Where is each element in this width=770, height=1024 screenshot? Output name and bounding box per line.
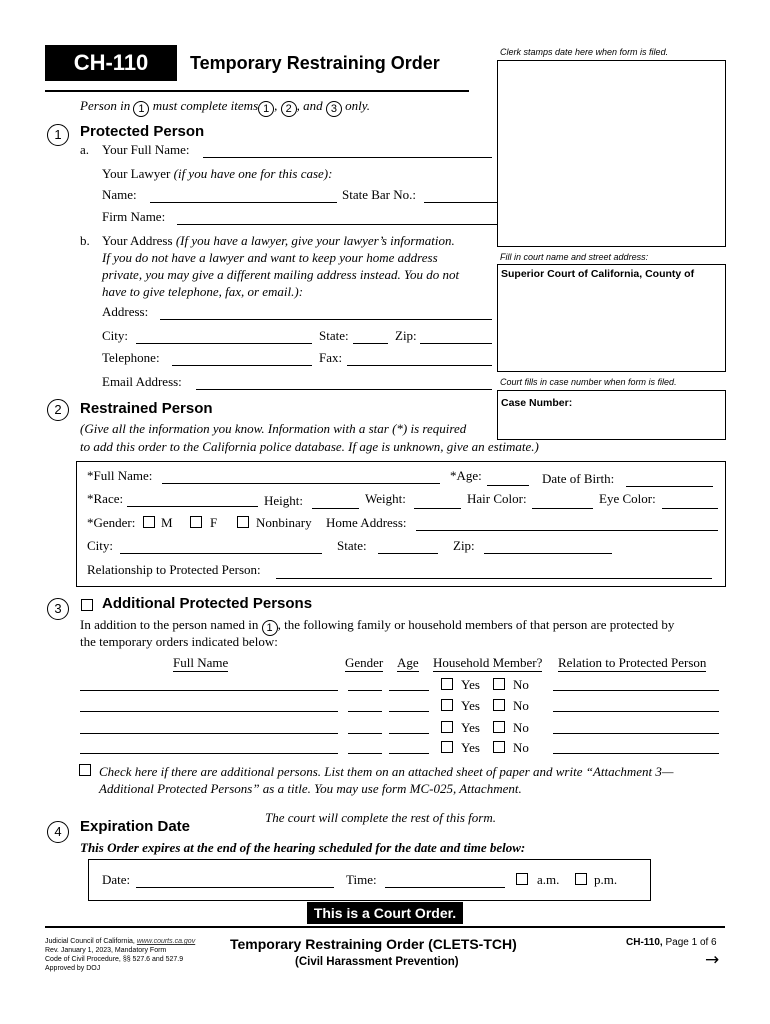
person-relation-field[interactable] xyxy=(553,711,719,712)
telephone-field[interactable] xyxy=(172,365,312,366)
household-no-checkbox[interactable] xyxy=(493,678,505,690)
case-number-note: Court fills in case number when form is filed. xyxy=(500,377,677,387)
household-no-label: No xyxy=(513,698,529,713)
rp-full-name-field[interactable] xyxy=(162,483,440,484)
email-label: Email Address: xyxy=(102,374,182,389)
footer-page-number: Page 1 of 6 xyxy=(665,937,717,948)
state-bar-field[interactable] xyxy=(424,202,497,203)
rp-dob-field[interactable] xyxy=(626,486,713,487)
court-name-label: Superior Court of California, County of xyxy=(501,268,695,280)
rp-race-label: *Race: xyxy=(87,491,124,506)
rp-zip-field[interactable] xyxy=(484,553,612,554)
lawyer-label: Your Lawyer (if you have one for this case): xyxy=(102,166,333,181)
telephone-label: Telephone: xyxy=(102,350,160,365)
person-gender-field[interactable] xyxy=(348,711,382,712)
footer-page-info xyxy=(626,937,717,948)
section-2-hint-2: to add this order to the California police database. If age is unknown, give an estimate.) xyxy=(80,439,539,454)
section-2-hint-1: (Give all the information you know. Information with a star (*) is required xyxy=(80,421,467,436)
section-2-heading: Restrained Person xyxy=(80,400,213,417)
address-field[interactable] xyxy=(160,319,492,320)
firm-name-label: Firm Name: xyxy=(102,209,166,224)
pm-label: p.m. xyxy=(594,872,618,887)
next-page-arrow-icon[interactable]: → xyxy=(705,950,720,970)
zip-label: Zip: xyxy=(395,328,417,343)
gender-m-label: M xyxy=(161,515,173,530)
section-4-number: 4 xyxy=(47,821,69,843)
household-no-label: No xyxy=(513,740,529,755)
household-yes-checkbox[interactable] xyxy=(441,721,453,733)
full-name-label: Your Full Name: xyxy=(102,142,190,157)
section-3-number: 3 xyxy=(47,598,69,620)
state-bar-label: State Bar No.: xyxy=(342,187,417,202)
court-order-banner xyxy=(307,902,463,924)
household-yes-label: Yes xyxy=(461,720,480,735)
gender-f-checkbox[interactable] xyxy=(190,516,202,528)
address-label: Address: xyxy=(102,304,149,319)
footer-approval: Approved by DOJ xyxy=(45,965,101,972)
footer-title: Temporary Restraining Order (CLETS-TCH) xyxy=(230,936,517,952)
zip-field[interactable] xyxy=(420,343,492,344)
rp-state-label: State: xyxy=(337,538,367,553)
person-full-name-field[interactable] xyxy=(80,733,338,734)
rp-height-field[interactable] xyxy=(312,508,359,509)
clerk-stamp-box xyxy=(497,60,726,247)
rp-full-name-label: *Full Name: xyxy=(87,468,153,483)
section-1-number: 1 xyxy=(47,124,69,146)
rp-dob-label: Date of Birth: xyxy=(542,471,615,486)
col-header-age: Age xyxy=(397,655,419,670)
address-hint-3: private, you may give a different mailing address instead. You do not xyxy=(102,267,460,282)
person-gender-field[interactable] xyxy=(348,753,382,754)
household-no-checkbox[interactable] xyxy=(493,721,505,733)
rp-home-label: Home Address: xyxy=(326,515,407,530)
household-no-label: No xyxy=(513,677,529,692)
section-2-number: 2 xyxy=(47,399,69,421)
rp-weight-field[interactable] xyxy=(414,508,461,509)
address-hint-4: have to give telephone, fax, or email.): xyxy=(102,284,304,299)
household-yes-checkbox[interactable] xyxy=(441,699,453,711)
footer-subtitle: (Civil Harassment Prevention) xyxy=(295,956,459,968)
footer-rule xyxy=(45,926,725,928)
person-relation-field[interactable] xyxy=(553,690,719,691)
rp-city-field[interactable] xyxy=(120,553,322,554)
person-full-name-field[interactable] xyxy=(80,690,338,691)
col-header-gender: Gender xyxy=(345,655,384,670)
household-no-checkbox[interactable] xyxy=(493,699,505,711)
footer-publisher: Judicial Council of California, www.courts.ca.gov xyxy=(45,938,196,945)
rp-relationship-label: Relationship to Protected Person: xyxy=(87,562,261,577)
person-gender-field[interactable] xyxy=(348,733,382,734)
additional-attachment-checkbox[interactable] xyxy=(79,764,91,776)
footer-revision: Rev. January 1, 2023, Mandatory Form xyxy=(45,947,167,954)
col-header-household: Household Member? xyxy=(433,655,543,670)
footer-left xyxy=(45,937,195,973)
court-name-note: Fill in court name and street address: xyxy=(500,252,649,262)
full-name-field[interactable] xyxy=(203,157,492,158)
hearing-time-label: Time: xyxy=(346,872,377,887)
rp-relationship-field[interactable] xyxy=(276,578,712,579)
state-label: State: xyxy=(319,328,349,343)
clerk-stamp-note: Clerk stamps date here when form is filed. xyxy=(500,47,669,57)
section-1-heading: Protected Person xyxy=(80,123,205,140)
firm-name-field[interactable] xyxy=(177,224,497,225)
lawyer-name-label: Name: xyxy=(102,187,137,202)
instructions: Person in 1 must complete items 1 , 2 , and 3 only. xyxy=(80,98,371,115)
court-complete-note: The court will complete the rest of this form. xyxy=(265,810,496,825)
household-yes-label: Yes xyxy=(461,698,480,713)
rp-eye-label: Eye Color: xyxy=(599,491,656,506)
col-header-relation: Relation to Protected Person xyxy=(558,655,707,670)
section-3-heading: Additional Protected Persons xyxy=(102,595,313,612)
person-full-name-field[interactable] xyxy=(80,753,338,754)
rp-race-field[interactable] xyxy=(127,506,258,507)
court-name-box[interactable] xyxy=(497,264,726,372)
rp-eye-field[interactable] xyxy=(662,508,718,509)
am-checkbox[interactable] xyxy=(516,873,528,885)
email-field[interactable] xyxy=(196,389,492,390)
gender-f-label: F xyxy=(210,515,218,530)
person-gender-field[interactable] xyxy=(348,690,382,691)
hearing-time-field[interactable] xyxy=(385,887,505,888)
household-yes-label: Yes xyxy=(461,677,480,692)
section-3-intro-2: the temporary orders indicated below: xyxy=(80,634,278,649)
hearing-date-field[interactable] xyxy=(136,887,334,888)
fax-field[interactable] xyxy=(347,365,492,366)
gender-nonbinary-label: Nonbinary xyxy=(256,515,312,530)
am-label: a.m. xyxy=(537,872,560,887)
person-relation-field[interactable] xyxy=(553,753,719,754)
household-yes-checkbox[interactable] xyxy=(441,741,453,753)
city-field[interactable] xyxy=(136,343,312,344)
address-heading: Your Address (If you have a lawyer, give your lawyer’s information. xyxy=(102,233,455,248)
person-age-field[interactable] xyxy=(389,711,429,712)
person-relation-field[interactable] xyxy=(553,733,719,734)
address-hint-2: If you do not have a lawyer and want to keep your home address xyxy=(102,250,438,265)
rp-weight-label: Weight: xyxy=(365,491,406,506)
form-id: CH-110 xyxy=(73,50,149,75)
person-age-field[interactable] xyxy=(389,690,429,691)
rp-height-label: Height: xyxy=(264,493,303,508)
rp-state-field[interactable] xyxy=(378,553,438,554)
city-label: City: xyxy=(102,328,129,343)
item-1a-letter: a. xyxy=(80,142,90,157)
rp-age-field[interactable] xyxy=(487,485,529,486)
person-full-name-field[interactable] xyxy=(80,711,338,712)
state-field[interactable] xyxy=(353,343,388,344)
additional-persons-checkbox[interactable] xyxy=(81,599,93,611)
case-number-label: Case Number: xyxy=(501,397,573,409)
section-4-heading: Expiration Date xyxy=(80,818,191,835)
person-age-field[interactable] xyxy=(389,753,429,754)
household-yes-checkbox[interactable] xyxy=(441,678,453,690)
footer-code: Code of Civil Procedure, §§ 527.6 and 527.9 xyxy=(45,956,184,963)
courts-link[interactable]: www.courts.ca.gov xyxy=(136,938,196,945)
court-order-banner-text: This is a Court Order. xyxy=(313,905,457,921)
household-no-label: No xyxy=(513,720,529,735)
lawyer-name-field[interactable] xyxy=(150,202,337,203)
rp-age-label: *Age: xyxy=(450,468,482,483)
rp-gender-label: *Gender: xyxy=(87,515,136,530)
rp-hair-field[interactable] xyxy=(532,508,593,509)
rp-city-label: City: xyxy=(87,538,114,553)
household-no-checkbox[interactable] xyxy=(493,741,505,753)
household-yes-label: Yes xyxy=(461,740,480,755)
person-age-field[interactable] xyxy=(389,733,429,734)
gender-nonbinary-checkbox[interactable] xyxy=(237,516,249,528)
form-id-badge xyxy=(45,45,177,81)
hearing-date-label: Date: xyxy=(102,872,131,887)
footer-form-id: CH-110, xyxy=(626,937,663,948)
rp-hair-label: Hair Color: xyxy=(467,491,527,506)
col-header-full-name: Full Name xyxy=(173,655,229,670)
pm-checkbox[interactable] xyxy=(575,873,587,885)
additional-attachment-text-2: Additional Protected Persons” as a title. You may use form MC-025, Attachment. xyxy=(99,781,522,796)
rp-home-field[interactable] xyxy=(416,530,718,531)
section-3-intro-1: In addition to the person named in 1 , the following family or household members of that person are protected by xyxy=(80,617,675,634)
expiration-statement: This Order expires at the end of the hearing scheduled for the date and time below: xyxy=(80,840,526,855)
fax-label: Fax: xyxy=(319,350,343,365)
additional-attachment-text-1: Check here if there are additional persons. List them on an attached sheet of paper and write “Attachment 3— xyxy=(99,764,674,779)
header-rule xyxy=(45,90,469,92)
form-title: Temporary Restraining Order xyxy=(190,53,440,73)
case-number-box[interactable] xyxy=(497,390,726,440)
rp-zip-label: Zip: xyxy=(453,538,475,553)
gender-m-checkbox[interactable] xyxy=(143,516,155,528)
item-1b-letter: b. xyxy=(80,233,90,248)
